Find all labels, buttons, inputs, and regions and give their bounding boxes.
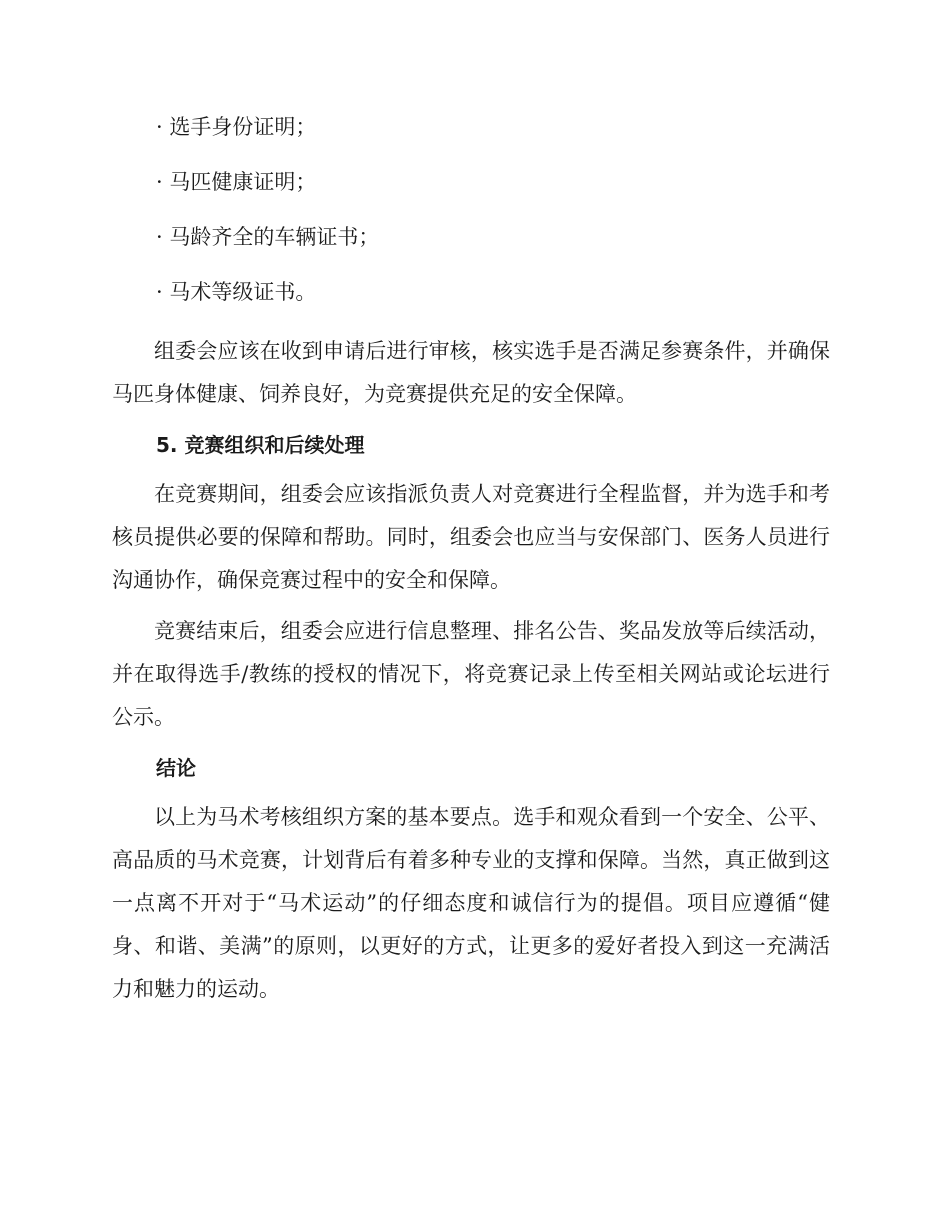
section-heading-organization: 5. 竞赛组织和后续处理 — [156, 433, 365, 457]
bullet-item-horse-health: · 马匹健康证明； — [156, 170, 317, 194]
paragraph-review: 组委会应该在收到申请后进行审核，核实选手是否满足参赛条件，并确保马匹身体健康、饲养良好，为竞赛提供充足的安全保障。 — [112, 339, 830, 406]
paragraph-after-competition: 竞赛结束后，组委会应进行信息整理、排名公告、奖品发放等后续活动，并在取得选手/教练的授权的情况下，将竞赛记录上传至相关网站或论坛进行公示。 — [112, 619, 830, 729]
document-page — [112, 104, 830, 1019]
paragraph-during-competition: 在竞赛期间，组委会应该指派负责人对竞赛进行全程监督，并为选手和考核员提供必要的保障和帮助。同时，组委会也应当与安保部门、医务人员进行沟通协作，确保竞赛过程中的安全和保障。 — [112, 482, 830, 592]
bullet-item-id-proof: · 选手身份证明； — [156, 115, 317, 139]
bullet-item-level-certificate: · 马术等级证书。 — [156, 280, 317, 304]
section-heading-conclusion: 结论 — [156, 756, 196, 780]
paragraph-conclusion: 以上为马术考核组织方案的基本要点。选手和观众看到一个安全、公平、高品质的马术竞赛，计划背后有着多种专业的支撑和保障。当然，真正做到这一点离不开对于“马术运动”的仔细态度和诚信行为的提倡。项目应遵循“健身、和谐、美满”的原则，以更好的方式，让更多的爱好者投入到这一充满活力和魅力的运动。 — [112, 805, 830, 1001]
bullet-item-vehicle-certificate: · 马龄齐全的车辆证书； — [156, 225, 380, 249]
